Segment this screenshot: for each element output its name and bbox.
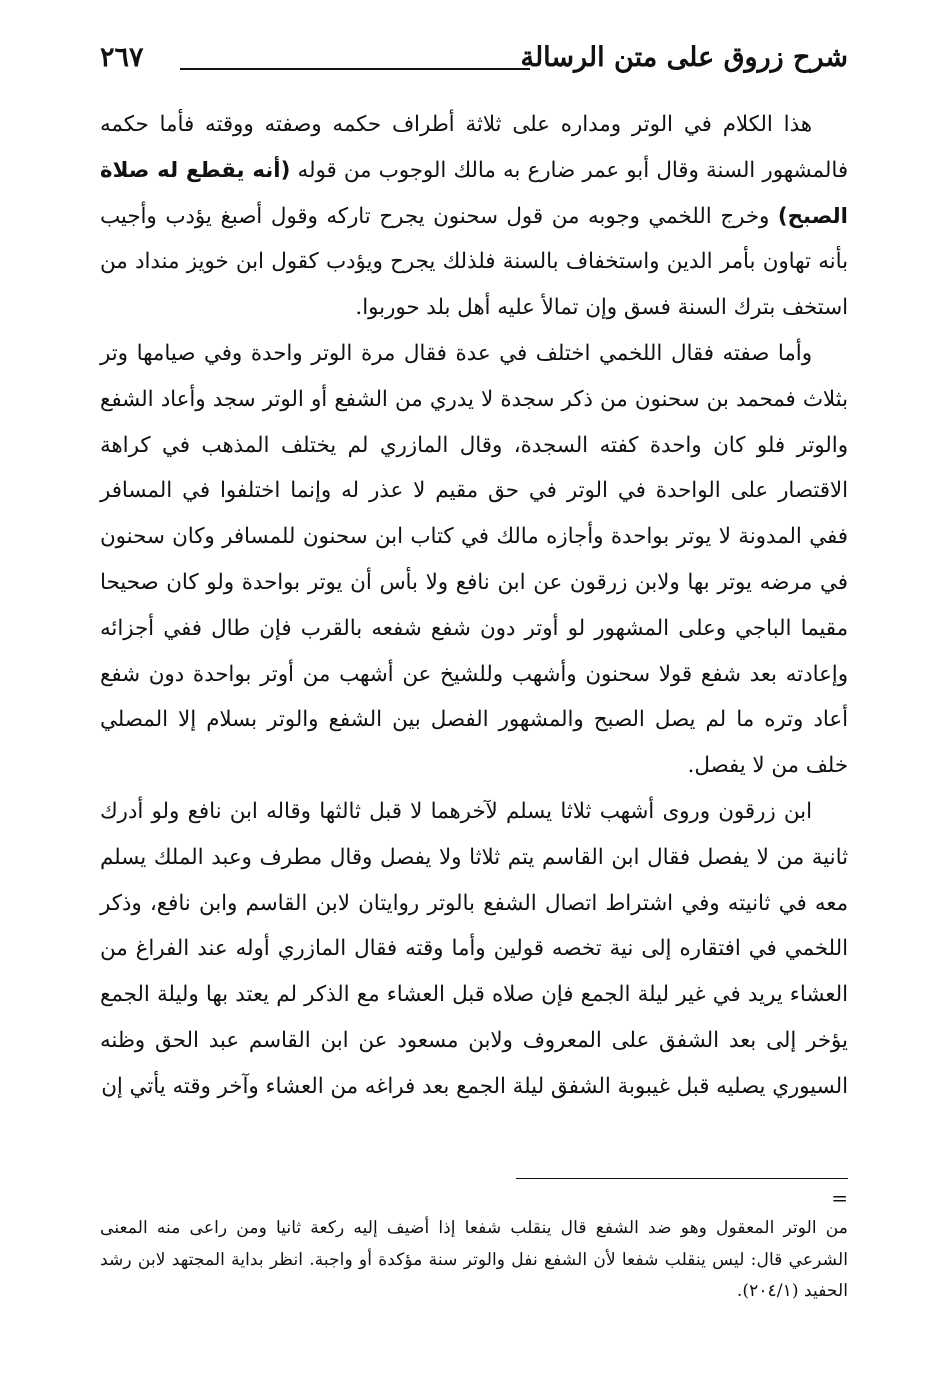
main-text xyxy=(100,102,848,1110)
footnote-continuation-mark: = xyxy=(831,1186,848,1210)
page-header xyxy=(100,38,848,94)
header-rule xyxy=(180,68,530,70)
page-number: ٢٦٧ xyxy=(100,42,144,73)
running-title: شرح زروق على متن الرسالة xyxy=(520,42,848,73)
matn-quote: (أنه يقطع له صلاة الصبح) xyxy=(100,157,848,229)
footnote-text: من الوتر المعقول وهو ضد الشفع قال ينقلب شفعا إذا أضيف إليه ركعة ثانيا ومن راعى منه المعنى الشرعي قال: ليس ينقلب شفعا لأن الشفع نفل والوتر سنة مؤكدة أو واجبة. انظر بداية المجتهد لابن رشد الحفيد (٢٠٤/١). xyxy=(100,1218,848,1301)
paragraph-timing: ابن زرقون وروى أشهب ثلاثا يسلم لآخرهما لا قبل ثالثها وقاله ابن نافع ولو أدرك ثانية من لا يفصل فقال ابن القاسم يتم ثلاثا ولا يفصل وقال مطرف وعبد الملك يسلم معه في ثانيته وفي اشتراط اتصال الشفع بالوتر روايتان لابن القاسم وابن نافع، وذكر اللخمي في افتقاره إلى نية تخصه قولين وأما وقته فقال المازري أوله عند الفراغ من العشاء يريد في غير ليلة الجمع فإن صلاه قبل العشاء مع الذكر لم يعتد بها وليلة الجمع يؤخر إلى بعد الشفق على المعروف ولابن مسعود عن ابن القاسم عبد الحق وظنه السيوري يصليه قبل غيبوبة الشفق ليلة الجمع بعد فراغه من العشاء وآخر وقته يأتي إن xyxy=(100,798,848,1099)
footnote-rule xyxy=(516,1178,848,1179)
paragraph-description: وأما صفته فقال اللخمي اختلف في عدة فقال مرة الوتر واحدة وفي صيامها وتر بثلاث فمحمد بن سحنون من ذكر سجدة لا يدري من الشفع أو الوتر سجد وأعاد الشفع والوتر فلو كان واحدة كفته السجدة، وقال المازري لم يختلف المذهب في كراهة الاقتصار على الواحدة في الوتر في حق مقيم لا عذر له وإنما اختلفوا في المسافر ففي المدونة لا يوتر بواحدة وأجازه مالك في كتاب ابن سحنون للمسافر وكان سحنون في مرضه يوتر بها ولابن زرقون عن ابن نافع ولا بأس أن يوتر بواحدة ولو كان صحيحا مقيما الباجي وعلى المشهور لو أوتر دون شفع شفعه بالقرب فإن طال ففي أجزائه وإعادته بعد شفع قولا سحنون وأشهب وللشيخ عن أشهب من أوتر بواحدة دون شفع أعاد وتره ما لم يصل الصبح والمشهور الفصل بين الشفع والوتر بسلام إلا المصلي خلف من لا يفصل. xyxy=(100,340,848,779)
paragraph-ruling-text-b: وخرج اللخمي وجوبه من قول سحنون يجرح تاركه وقول أصبغ يؤدب وأجيب بأنه تهاون بأمر الدين واستخفاف بالسنة فلذلك يجرح ويؤدب كقول ابن خويز منداد من استخف بترك السنة فسق وإن تمالأ عليه أهل بلد حوربوا. xyxy=(100,203,848,321)
footnotes xyxy=(100,1213,848,1308)
paragraph-ruling xyxy=(100,102,848,331)
paragraph-ruling-text-a: هذا الكلام في الوتر ومداره على ثلاثة أطراف حكمه وصفته ووقته فأما حكمه فالمشهور السنة وقال أبو عمر ضارع به مالك الوجوب من قوله xyxy=(100,112,848,183)
